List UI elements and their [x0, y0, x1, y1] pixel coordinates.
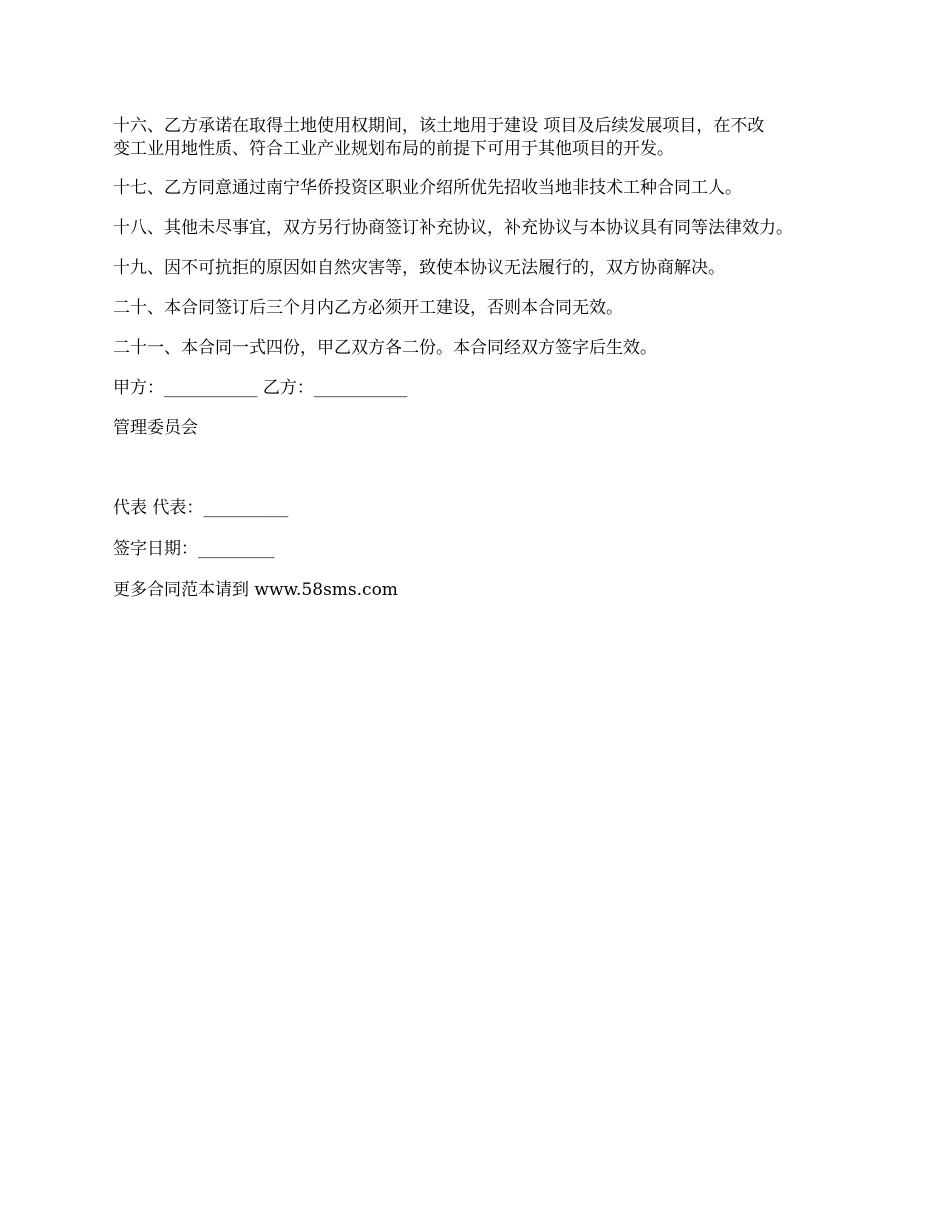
clause-19: 十九、因不可抗拒的原因如自然灾害等，致使本协议无法履行的，双方协商解决。	[113, 258, 725, 278]
representatives-line: 代表 代表：__________	[113, 498, 289, 518]
clause-18: 十八、其他未尽事宜，双方另行协商签订补充协议，补充协议与本协议具有同等法律效力。	[113, 218, 793, 238]
clause-16	[113, 115, 853, 161]
clause-17: 十七、乙方同意通过南宁华侨投资区职业介绍所优先招收当地非技术工种合同工人。	[113, 178, 742, 198]
parties-signature-line: 甲方：___________ 乙方：___________	[113, 378, 408, 398]
committee-name: 管理委员会	[113, 418, 198, 438]
clause-20: 二十、本合同签订后三个月内乙方必须开工建设，否则本合同无效。	[113, 298, 623, 318]
sign-date-line: 签字日期：_________	[113, 539, 275, 559]
clause-16-line-1: 十六、乙方承诺在取得土地使用权期间，该土地用于建设 项目及后续发展项目，在不改	[113, 116, 765, 136]
clause-16-line-2: 变工业用地性质、符合工业产业规划布局的前提下可用于其他项目的开发。	[113, 139, 674, 159]
clause-21: 二十一、本合同一式四份，甲乙双方各二份。本合同经双方签字后生效。	[113, 338, 657, 358]
footer-link-text: 更多合同范本请到 www.58sms.com	[113, 580, 398, 600]
